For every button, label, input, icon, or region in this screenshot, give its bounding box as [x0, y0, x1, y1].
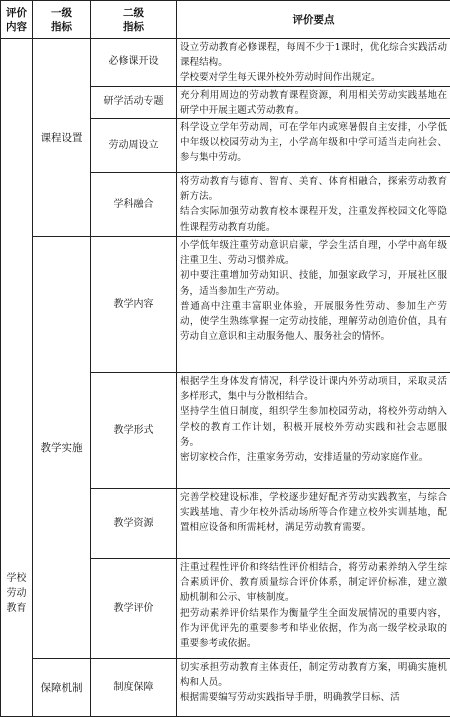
table-row	[1, 659, 450, 717]
point-text: 根据需要编写劳动实践指导手册，明确教学目标、活	[180, 690, 447, 705]
level2-cell: 制度保障	[91, 659, 177, 717]
content-cell	[1, 39, 33, 717]
points-cell	[177, 86, 450, 118]
point-text: 完善学校建设标准，学校逐步建好配齐劳动实践教室，与综合实践基地、青少年校外活动场所等合作建立校外实训基地，配置相应设备和所需耗材，满足劳动教育需要。	[180, 490, 447, 536]
point-text: 设立劳动教育必修课程，每周不少于1课时，优化综合实践活动课程结构。	[180, 40, 447, 70]
header-level1-line1: 一级	[33, 6, 90, 20]
header-content-line2: 内容	[1, 20, 32, 34]
point-text: 根据学生身体发育情况，科学设计课内外劳动项目，采取灵活多样形式，集中与分散相结合。	[180, 374, 447, 404]
table-row	[1, 237, 450, 373]
points-cell	[177, 237, 450, 373]
level2-cell: 教学评价	[91, 559, 177, 659]
point-text: 普通高中注重丰富职业体验，开展服务性劳动、参加生产劳动，使学生熟练掌握一定劳动技能，理解劳动创造价值，具有劳动自立意识和主动服务他人、服务社会的情怀。	[180, 299, 447, 345]
level2-cell: 研学活动专题	[91, 86, 177, 118]
points-cell	[177, 559, 450, 659]
point-text: 将劳动教育与德育、智育、美育、体育相融合，探索劳动教育新方法。	[180, 174, 447, 204]
table-row	[1, 39, 450, 87]
point-text: 充分利用周边的劳动教育课程资源，利用相关劳动实践基地在研学中开展主题式劳动教育。	[180, 88, 447, 118]
points-cell	[177, 373, 450, 489]
header-points: 评价要点	[177, 1, 450, 39]
point-text: 结合实际加强劳动教育校本课程开发，注重发挥校园文化等隐性课程劳动教育功能。	[180, 204, 447, 234]
point-text: 坚持学生值日制度，组织学生参加校园劳动，将校外劳动纳入学校的教育工作计划，积极开展校外劳动实践和社会志愿服务。	[180, 404, 447, 450]
header-level2-line2: 指标	[91, 20, 176, 34]
header-level1	[33, 1, 91, 39]
points-cell	[177, 489, 450, 559]
level1-cell: 教学实施	[33, 237, 91, 659]
level1-cell: 课程设置	[33, 39, 91, 237]
point-text: 把劳动素养评价结果作为衡量学生全面发展情况的重要内容，作为评优评先的重要参考和毕业依据，作为高一级学校录取的重要参考或依据。	[180, 606, 447, 652]
content-line: 学校	[1, 571, 32, 586]
point-text: 切实承担劳动教育主体责任，制定劳动教育方案，明确实施机构和人员。	[180, 660, 447, 690]
content-line: 劳动	[1, 586, 32, 601]
point-text: 学校要对学生每天课外校外劳动时间作出规定。	[180, 70, 447, 85]
header-level2-line1: 二级	[91, 6, 176, 20]
level1-cell: 保障机制	[33, 659, 91, 717]
level2-cell: 教学内容	[91, 237, 177, 373]
point-text: 科学设立学年劳动周，可在学年内或寒暑假自主安排，小学低中年级以校园劳动为主，小学高年级和中学可适当走向社会、参与集中劳动。	[180, 120, 447, 166]
points-cell	[177, 659, 450, 717]
point-text: 小学低年级注重劳动意识启蒙，学会生活自理，小学中高年级注重卫生、劳动习惯养成。	[180, 238, 447, 268]
header-level2	[91, 1, 177, 39]
level2-cell: 必修课开设	[91, 39, 177, 87]
point-text: 密切家校合作，注重家务劳动，安排适量的劳动家庭作业。	[180, 450, 447, 465]
point-text: 注重过程性评价和终结性评价相结合，将劳动素养纳入学生综合素质评价、教育质量综合评价体系，制定评价标准，建立激励机制和公示、审核制度。	[180, 560, 447, 606]
header-row	[1, 1, 450, 39]
header-content-line1: 评价	[1, 6, 32, 20]
points-cell	[177, 119, 450, 173]
points-cell	[177, 39, 450, 87]
header-level1-line2: 指标	[33, 20, 90, 34]
level2-cell: 劳动周设立	[91, 119, 177, 173]
level2-cell: 学科融合	[91, 173, 177, 237]
points-cell	[177, 173, 450, 237]
level2-cell: 教学形式	[91, 373, 177, 489]
point-text: 初中要注重增加劳动知识、技能，加强家政学习，开展社区服务，适当参加生产劳动。	[180, 268, 447, 298]
level2-cell: 教学资源	[91, 489, 177, 559]
content-line: 教育	[1, 601, 32, 616]
header-content	[1, 1, 33, 39]
